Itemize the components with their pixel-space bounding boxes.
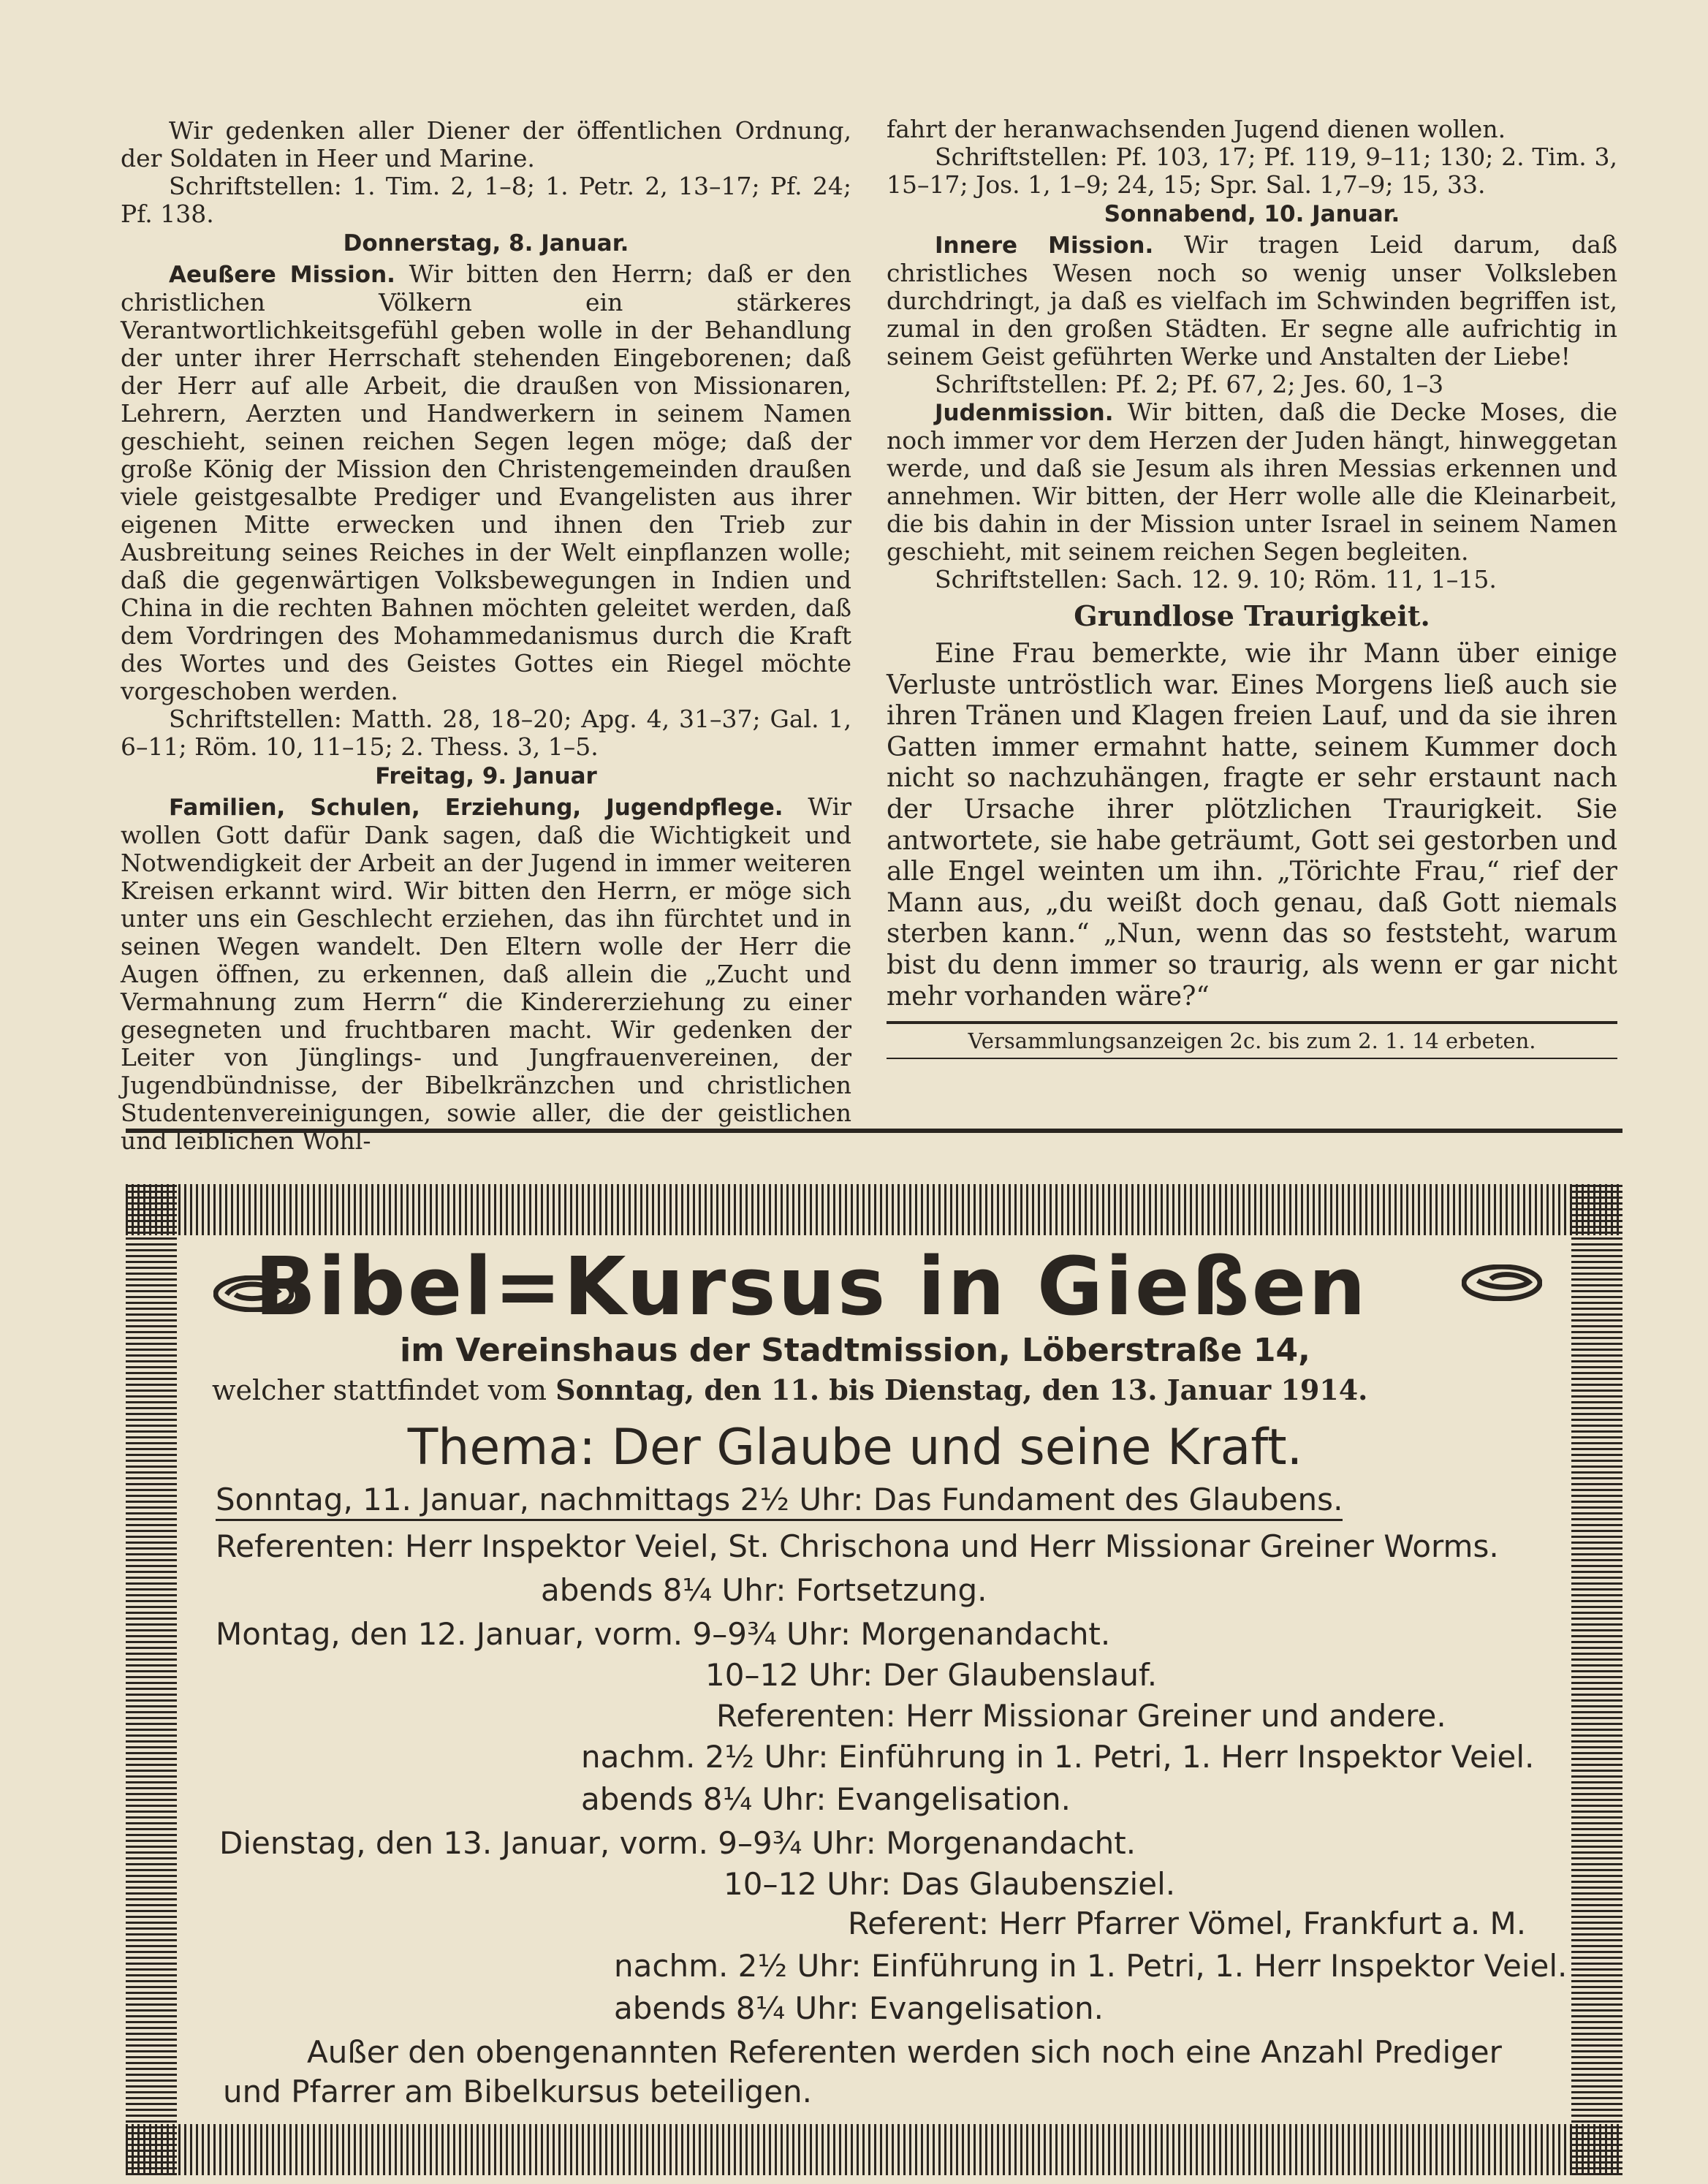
inner-mission-lead: Innere Mission. bbox=[935, 232, 1154, 259]
mission-paragraph bbox=[121, 260, 851, 705]
mission-scripture-refs: Schriftstellen: Matth. 28, 18–20; Apg. 4, 31–37; Gal. 1, 6–11; Röm. 10, 11–15; 2. Thess. 3, 1–5. bbox=[121, 705, 851, 761]
family-body: Wir wollen Gott dafür Dank sagen, daß die Wichtigkeit und Notwendigkeit der Arbeit an der Jugend in immer weiteren Kreisen erkannt wird. Wir bitten den Herrn, er möge sich unter uns ein Geschlecht erziehen, das ihn fürchtet und in seinen Wegen wandelt. Den Eltern wolle der Herr die Augen öffnen, zu erkennen, daß allein die „Zucht und Vermahnung zum Herrn“ die Kindererziehung zu einer gesegneten und fruchtbaren macht. Wir gedenken der Leiter von Jünglings- und Jungfrauenvereinen, der Jugendbündnisse, der Bibelkränzchen und christlichen Studentenvereinigungen, sowie aller, die der geistlichen und leiblichen Wohl- bbox=[121, 792, 851, 1155]
ad-title: Bibel=Kursus in Gießen bbox=[254, 1240, 1368, 1333]
continued-text: fahrt der heranwachsenden Jugend dienen wollen. bbox=[887, 115, 1506, 143]
heading-saturday: Sonnabend, 10. Januar. bbox=[1104, 201, 1400, 227]
article-rule bbox=[887, 1021, 1617, 1024]
youth-scripture-refs: Schriftstellen: Pf. 103, 17; Pf. 119, 9–11; 130; 2. Tim. 3, 15–17; Jos. 1, 1–9; 24, 15; Spr. Sal. 1,7–9; 15, 33. bbox=[887, 143, 1617, 199]
ad-dates-range: Sonntag, den 11. bis Dienstag, den 13. Januar 1914. bbox=[555, 1373, 1368, 1406]
ad-subtitle: im Vereinshaus der Stadtmission, Löberstraße 14, bbox=[400, 1332, 1310, 1369]
schedule-tuesday-afternoon: nachm. 2½ Uhr: Einführung in 1. Petri, 1. Herr Inspektor Veiel. bbox=[614, 1948, 1568, 1984]
schedule-sunday: Sonntag, 11. Januar, nachmittags 2½ Uhr: Das Fundament des Glaubens. bbox=[216, 1481, 1343, 1521]
heading-thursday: Donnerstag, 8. Januar. bbox=[343, 230, 629, 257]
article-title: Grundlose Traurigkeit. bbox=[1074, 599, 1430, 632]
mission-body: Wir bitten den Herrn; daß er den christlichen Völkern ein stärkeres Verantwortlichkeitsgefühl geben wolle in der Behandlung der unter ihrer Herrschaft stehenden Eingeborenen; daß der Herr auf alle Arbeit, die draußen von Missionaren, Lehrern, Aerzten und Handwerkern in seinem Namen geschieht, seinen reichen Segen legen möge; daß der große König der Mission den Christengemeinden draußen viele geistgesalbte Prediger und Evangelisten aus ihrer eigenen Mitte erwecken und ihnen den Trieb zur Ausbreitung seines Reiches in der Welt einpflanzen wolle; daß die gegenwärtigen Volksbewegungen in Indien und China in die rechten Bahnen möchten geleitet werden, daß dem Vordringen des Mohammedanismus durch die Kraft des Wortes und des Geistes Gottes ein Riegel möchte vorgeschoben werden. bbox=[121, 259, 851, 705]
speakers-sunday: Referenten: Herr Inspektor Veiel, St. Chrischona und Herr Missionar Greiner Worms. bbox=[216, 1528, 1499, 1564]
section-divider bbox=[126, 1129, 1622, 1133]
mission-lead: Aeußere Mission. bbox=[169, 262, 395, 288]
ad-border-top bbox=[126, 1184, 1622, 1235]
ad-dates bbox=[212, 1372, 1542, 1408]
schedule-tuesday-late-morning: 10–12 Uhr: Das Glaubensziel. bbox=[724, 1866, 1176, 1902]
scripture-refs: Schriftstellen: 1. Tim. 2, 1–8; 1. Petr. 2, 13–17; Pf. 24; Pf. 138. bbox=[121, 172, 851, 228]
notice-rule bbox=[887, 1058, 1617, 1059]
inner-mission-paragraph bbox=[887, 231, 1617, 371]
inner-mission-refs: Schriftstellen: Pf. 2; Pf. 67, 2; Jes. 60, 1–3 bbox=[935, 370, 1444, 398]
jewish-mission-refs: Schriftstellen: Sach. 12. 9. 10; Röm. 11, 1–15. bbox=[935, 565, 1497, 594]
left-column bbox=[121, 117, 851, 1155]
heading-friday: Freitag, 9. Januar bbox=[375, 763, 597, 789]
speakers-monday: Referenten: Herr Missionar Greiner und andere. bbox=[716, 1698, 1446, 1734]
schedule-tuesday-morning: Dienstag, den 13. Januar, vorm. 9–9¾ Uhr: Morgenandacht. bbox=[219, 1825, 1136, 1861]
article-body: Eine Frau bemerkte, wie ihr Mann über einige Verluste untröstlich war. Eines Morgens ließ auch sie ihren Tränen und Klagen freien Lauf, und da sie ihren Gatten immer ermahnt hatte, seinem Kummer doch nicht so nachzuhängen, fragte er sehr erstaunt nach der Ursache ihrer plötzlichen Traurigkeit. Sie antwortete, sie habe geträumt, Gott sei gestorben und alle Engel weinten um ihn. „Törichte Frau,“ rief der Mann aus, „du weißt doch genau, daß Gott niemals sterben kann.“ „Nun, wenn das so feststeht, warum bist du denn immer so traurig, als wenn er gar nicht mehr vorhanden wäre?“ bbox=[887, 639, 1617, 1012]
schedule-monday-late-morning: 10–12 Uhr: Der Glaubenslauf. bbox=[705, 1657, 1158, 1693]
speaker-tuesday: Referent: Herr Pfarrer Vömel, Frankfurt a. M. bbox=[848, 1906, 1527, 1941]
schedule-monday-afternoon: nachm. 2½ Uhr: Einführung in 1. Petri, 1. Herr Inspektor Veiel. bbox=[581, 1739, 1535, 1775]
notice-line: Versammlungsanzeigen 2c. bis zum 2. 1. 14 erbeten. bbox=[968, 1028, 1536, 1054]
right-ornament-icon bbox=[1462, 1264, 1542, 1301]
family-paragraph bbox=[121, 793, 851, 1155]
ad-theme: Thema: Der Glaube und seine Kraft. bbox=[407, 1419, 1303, 1476]
jewish-mission-paragraph bbox=[887, 398, 1617, 566]
schedule-sunday-evening: abends 8¼ Uhr: Fortsetzung. bbox=[541, 1572, 987, 1608]
ad-border-bottom bbox=[126, 2124, 1622, 2175]
schedule-monday-evening: abends 8¼ Uhr: Evangelisation. bbox=[581, 1781, 1071, 1817]
closing-note-line2: und Pfarrer am Bibelkursus beteiligen. bbox=[223, 2074, 813, 2109]
jewish-mission-lead: Judenmission. bbox=[935, 400, 1114, 426]
jewish-mission-body: Wir bitten, daß die Decke Moses, die noch immer vor dem Herzen der Juden hängt, hinweggetan werde, und daß sie Jesum als ihren Messias erkennen und annehmen. Wir bitten, der Herr wolle alle die Kleinarbeit, die bis dahin in der Mission unter Israel in seinem Namen geschieht, mit seinem reichen Segen begleiten. bbox=[887, 398, 1617, 566]
right-column bbox=[887, 115, 1617, 1059]
schedule-tuesday-evening: abends 8¼ Uhr: Evangelisation. bbox=[614, 1990, 1104, 2026]
inner-mission-body: Wir tragen Leid darum, daß christliches Wesen noch so wenig unser Volksleben durchdringt, ja daß es vielfach im Schwinden begriffen ist, zumal in den großen Städten. Er segne alle aufrichtig in seinem Geist geführten Werke und Anstalten der Liebe! bbox=[887, 230, 1617, 371]
public-order-paragraph: Wir gedenken aller Diener der öffentlichen Ordnung, der Soldaten in Heer und Marine. bbox=[121, 116, 851, 172]
family-lead: Familien, Schulen, Erziehung, Jugendpflege. bbox=[169, 795, 783, 821]
schedule-monday-morning: Montag, den 12. Januar, vorm. 9–9¾ Uhr: Morgenandacht. bbox=[216, 1616, 1111, 1652]
closing-note-line1: Außer den obengenannten Referenten werden sich noch eine Anzahl Prediger bbox=[307, 2034, 1502, 2070]
ad-dates-prefix: welcher stattfindet vom bbox=[212, 1374, 547, 1406]
